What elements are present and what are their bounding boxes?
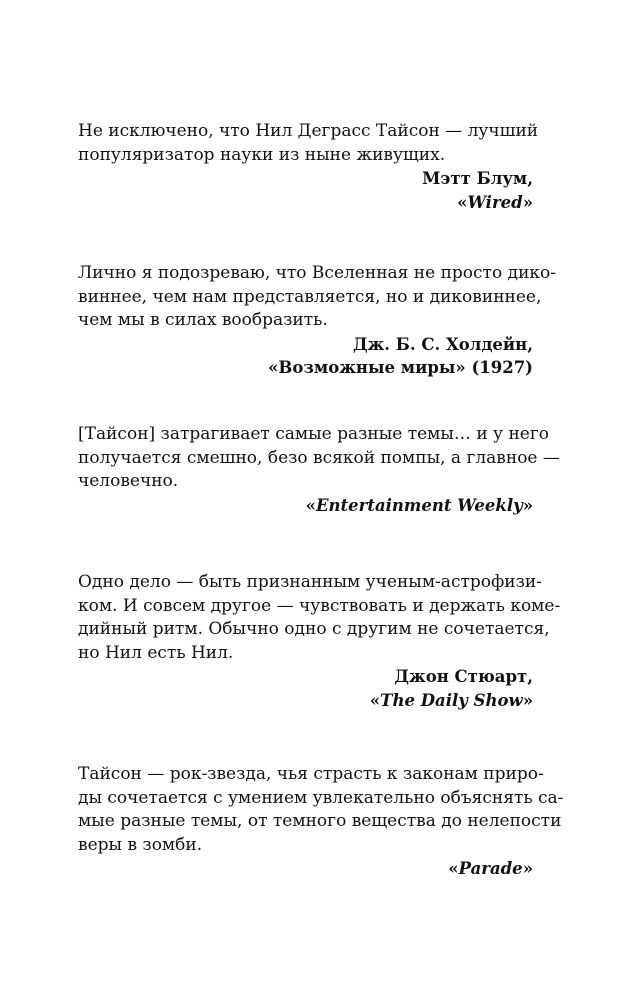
quote-line: [Тайсон] затрагивает самые разные темы… и у него	[78, 424, 549, 444]
quote-mark-open: «	[457, 192, 468, 212]
quote-line: человечно.	[78, 471, 179, 491]
source-title: Wired	[467, 192, 523, 212]
quote-block-daily-show	[78, 571, 561, 712]
quote-line: но Нил есть Нил.	[78, 642, 234, 663]
quote-author: Дж. Б. С. Холдейн,	[352, 334, 533, 354]
quote-mark-close: »	[522, 495, 533, 515]
quote-source	[78, 191, 533, 215]
quote-line: ком. И совсем другое — чувствовать и держать коме-	[78, 595, 561, 616]
quote-source: «Возможные миры» (1927)	[268, 358, 533, 377]
quote-block-haldane	[78, 262, 557, 380]
quote-line: ды сочетается с умением увлекательно объяснять са-	[78, 787, 564, 808]
quote-mark-close: »	[522, 690, 533, 710]
source-title: Parade	[458, 859, 523, 878]
quote-line: получается смешно, безо всякой помпы, а главное —	[78, 447, 560, 468]
quote-line: Одно дело — быть признанным ученым-астрофизи-	[78, 572, 542, 592]
quote-source	[78, 857, 533, 881]
quote-line: чем мы в силах вообразить.	[78, 310, 328, 330]
source-title: Entertainment Weekly	[315, 495, 523, 515]
quote-mark-open: «	[305, 495, 316, 515]
quote-line: Не исключено, что Нил Деграсс Тайсон — лучший	[78, 121, 539, 141]
quote-line: мые разные темы, от темного вещества до нелепости	[78, 811, 562, 831]
book-page	[78, 0, 564, 1000]
quote-block-parade	[78, 763, 564, 881]
quote-line: дийный ритм. Обычно одно с другим не сочетается,	[78, 619, 550, 639]
quote-author: Джон Стюарт,	[394, 667, 533, 686]
quote-line: виннее, чем нам представляется, но и диковиннее,	[78, 286, 542, 307]
quote-source	[78, 494, 533, 518]
quote-source	[78, 689, 533, 713]
quote-line: Тайсон — рок-звезда, чья страсть к законам приро-	[78, 764, 544, 784]
quote-mark-open: «	[369, 690, 381, 710]
source-title: The Daily Show	[380, 690, 523, 710]
quote-line: Лично я подозреваю, что Вселенная не просто дико-	[78, 263, 557, 283]
quote-block-entertainment-weekly	[78, 423, 560, 517]
quote-line: популяризатор науки из ныне живущих.	[78, 144, 446, 165]
quote-line: веры в зомби.	[78, 834, 203, 855]
quote-author: Мэтт Блум,	[422, 169, 533, 188]
quote-block-wired	[78, 120, 539, 214]
quote-mark-close: »	[522, 859, 533, 878]
quote-mark-open: «	[448, 859, 459, 878]
quote-mark-close: »	[522, 192, 533, 212]
